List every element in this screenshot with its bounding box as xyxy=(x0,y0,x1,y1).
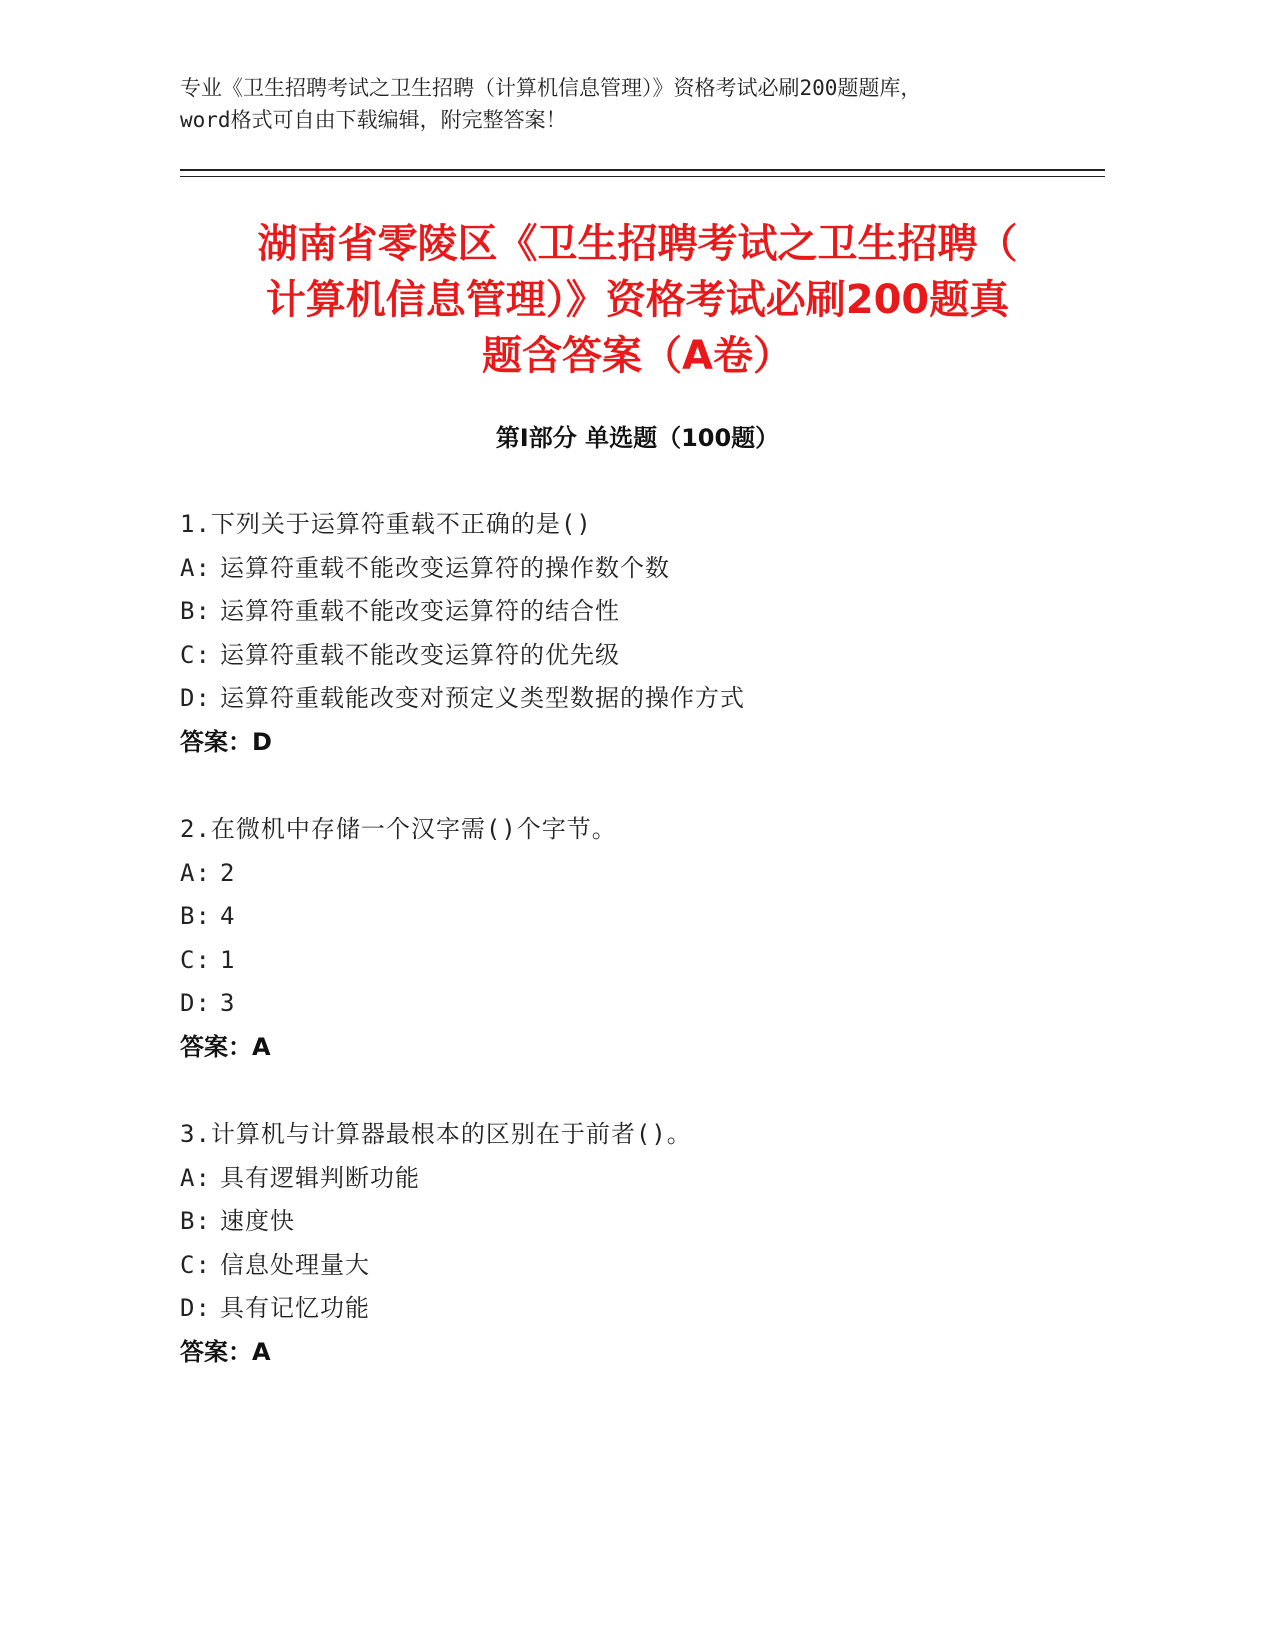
option-key: A: xyxy=(180,553,211,582)
question-2 xyxy=(180,808,1120,1069)
option-key: D: xyxy=(180,684,211,712)
option-key: A: xyxy=(180,1163,211,1192)
option-text: 1 xyxy=(220,945,236,974)
option-a xyxy=(180,547,1120,591)
question-3 xyxy=(180,1113,1120,1374)
option-d xyxy=(180,677,1120,721)
option-key: C: xyxy=(180,945,211,974)
header-divider-thin xyxy=(180,176,1105,177)
section-heading: 第Ⅰ部分 单选题（100题） xyxy=(495,424,780,452)
option-key: A: xyxy=(180,858,211,887)
option-text: 速度快 xyxy=(220,1207,295,1235)
option-d xyxy=(180,1287,1120,1331)
option-text: 具有记忆功能 xyxy=(220,1294,370,1322)
question-stem: 2.在微机中存储一个汉字需()个字节。 xyxy=(180,815,617,843)
question-1 xyxy=(180,503,1120,764)
document-title xyxy=(150,216,1125,384)
option-b xyxy=(180,895,1120,939)
option-c xyxy=(180,939,1120,983)
header-note-line-1: 专业《卫生招聘考试之卫生招聘（计算机信息管理）》资格考试必刷200题题库， xyxy=(180,76,922,100)
option-text: 具有逻辑判断功能 xyxy=(220,1163,420,1192)
header-divider-thick xyxy=(180,169,1105,171)
option-text: 信息处理量大 xyxy=(220,1250,370,1279)
option-key: C: xyxy=(180,1250,211,1279)
option-key: C: xyxy=(180,640,211,669)
option-c xyxy=(180,634,1120,678)
question-stem: 1.下列关于运算符重载不正确的是() xyxy=(180,510,592,538)
option-b xyxy=(180,1200,1120,1244)
header-note xyxy=(180,72,1100,136)
header-note-line-2: word格式可自由下载编辑，附完整答案！ xyxy=(180,108,567,132)
option-key: D: xyxy=(180,1294,211,1322)
option-text: 3 xyxy=(220,989,236,1017)
option-key: B: xyxy=(180,902,211,930)
option-a xyxy=(180,852,1120,896)
answer-line: 答案：A xyxy=(180,1337,271,1366)
title-line-3: 题含答案（A卷） xyxy=(482,333,793,379)
option-text: 运算符重载不能改变运算符的结合性 xyxy=(220,597,620,625)
option-c xyxy=(180,1244,1120,1288)
option-text: 运算符重载不能改变运算符的操作数个数 xyxy=(220,553,670,582)
answer-line: 答案：A xyxy=(180,1032,271,1061)
option-key: D: xyxy=(180,989,211,1017)
title-line-2: 计算机信息管理）》资格考试必刷200题真 xyxy=(265,277,1010,323)
option-a xyxy=(180,1157,1120,1201)
option-key: B: xyxy=(180,597,211,625)
option-d xyxy=(180,982,1120,1026)
title-line-1: 湖南省零陵区《卫生招聘考试之卫生招聘（ xyxy=(257,221,1018,267)
option-text: 4 xyxy=(220,902,236,930)
question-stem: 3.计算机与计算器最根本的区别在于前者()。 xyxy=(180,1120,692,1148)
option-text: 运算符重载能改变对预定义类型数据的操作方式 xyxy=(220,684,745,712)
answer-line: 答案：D xyxy=(180,727,272,756)
option-text: 2 xyxy=(220,858,236,887)
option-text: 运算符重载不能改变运算符的优先级 xyxy=(220,640,620,669)
option-key: B: xyxy=(180,1207,211,1235)
option-b xyxy=(180,590,1120,634)
